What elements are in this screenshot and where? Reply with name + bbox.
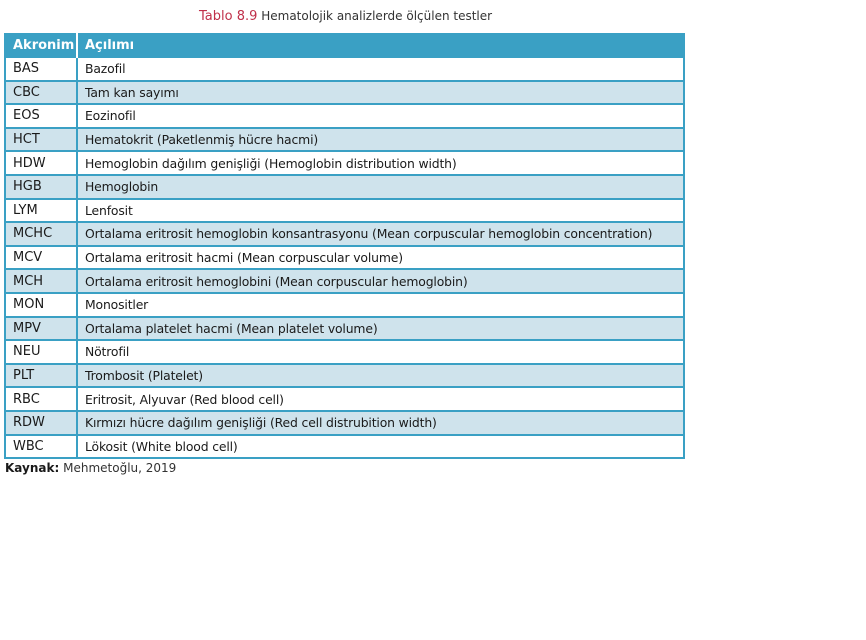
table-header-row xyxy=(5,34,684,57)
acronym-cell: NEU xyxy=(5,340,77,364)
table-row xyxy=(5,128,684,152)
acronym-cell: MON xyxy=(5,293,77,317)
acronym-cell: MCV xyxy=(5,246,77,270)
table-row xyxy=(5,340,684,364)
header-expansion: Açılımı xyxy=(77,34,684,57)
acronym-cell: HDW xyxy=(5,151,77,175)
caption-label: Tablo 8.9 xyxy=(199,9,258,24)
acronym-cell: WBC xyxy=(5,435,77,459)
caption-text: Hematolojik analizlerde ölçülen testler xyxy=(261,9,493,23)
expansion-cell: Eozinofil xyxy=(77,104,684,128)
expansion-cell: Monositler xyxy=(77,293,684,317)
table-row xyxy=(5,81,684,105)
acronym-cell: CBC xyxy=(5,81,77,105)
table-row xyxy=(5,151,684,175)
expansion-cell: Hemoglobin xyxy=(77,175,684,199)
expansion-cell: Eritrosit, Alyuvar (Red blood cell) xyxy=(77,387,684,411)
table-row xyxy=(5,199,684,223)
table-row xyxy=(5,387,684,411)
acronym-cell: EOS xyxy=(5,104,77,128)
expansion-cell: Hematokrit (Paketlenmiş hücre hacmi) xyxy=(77,128,684,152)
table-row xyxy=(5,317,684,341)
table-row xyxy=(5,57,684,81)
acronym-cell: RBC xyxy=(5,387,77,411)
expansion-cell: Nötrofil xyxy=(77,340,684,364)
acronym-cell: BAS xyxy=(5,57,77,81)
expansion-cell: Lökosit (White blood cell) xyxy=(77,435,684,459)
hematology-table xyxy=(4,33,685,459)
table-row xyxy=(5,175,684,199)
table-row xyxy=(5,246,684,270)
acronym-cell: PLT xyxy=(5,364,77,388)
expansion-cell: Ortalama eritrosit hemoglobin konsantrasyonu (Mean corpuscular hemoglobin concentration) xyxy=(77,222,684,246)
acronym-cell: LYM xyxy=(5,199,77,223)
expansion-cell: Ortalama platelet hacmi (Mean platelet volume) xyxy=(77,317,684,341)
expansion-cell: Hemoglobin dağılım genişliği (Hemoglobin distribution width) xyxy=(77,151,684,175)
acronym-cell: RDW xyxy=(5,411,77,435)
expansion-cell: Lenfosit xyxy=(77,199,684,223)
table-row xyxy=(5,222,684,246)
expansion-cell: Tam kan sayımı xyxy=(77,81,684,105)
table-row xyxy=(5,269,684,293)
table-row xyxy=(5,364,684,388)
expansion-cell: Ortalama eritrosit hacmi (Mean corpuscular volume) xyxy=(77,246,684,270)
table-row xyxy=(5,411,684,435)
header-acronym: Akronim xyxy=(5,34,77,57)
acronym-cell: HGB xyxy=(5,175,77,199)
source-label: Kaynak: xyxy=(5,461,60,475)
expansion-cell: Bazofil xyxy=(77,57,684,81)
table-row xyxy=(5,104,684,128)
expansion-cell: Trombosit (Platelet) xyxy=(77,364,684,388)
table-row xyxy=(5,293,684,317)
source-note xyxy=(5,461,176,475)
expansion-cell: Ortalama eritrosit hemoglobini (Mean corpuscular hemoglobin) xyxy=(77,269,684,293)
acronym-cell: MCHC xyxy=(5,222,77,246)
acronym-cell: HCT xyxy=(5,128,77,152)
acronym-cell: MPV xyxy=(5,317,77,341)
table-caption xyxy=(199,9,492,24)
table-row xyxy=(5,435,684,459)
acronym-cell: MCH xyxy=(5,269,77,293)
expansion-cell: Kırmızı hücre dağılım genişliği (Red cell distrubition width) xyxy=(77,411,684,435)
source-text: Mehmetoğlu, 2019 xyxy=(63,461,177,475)
